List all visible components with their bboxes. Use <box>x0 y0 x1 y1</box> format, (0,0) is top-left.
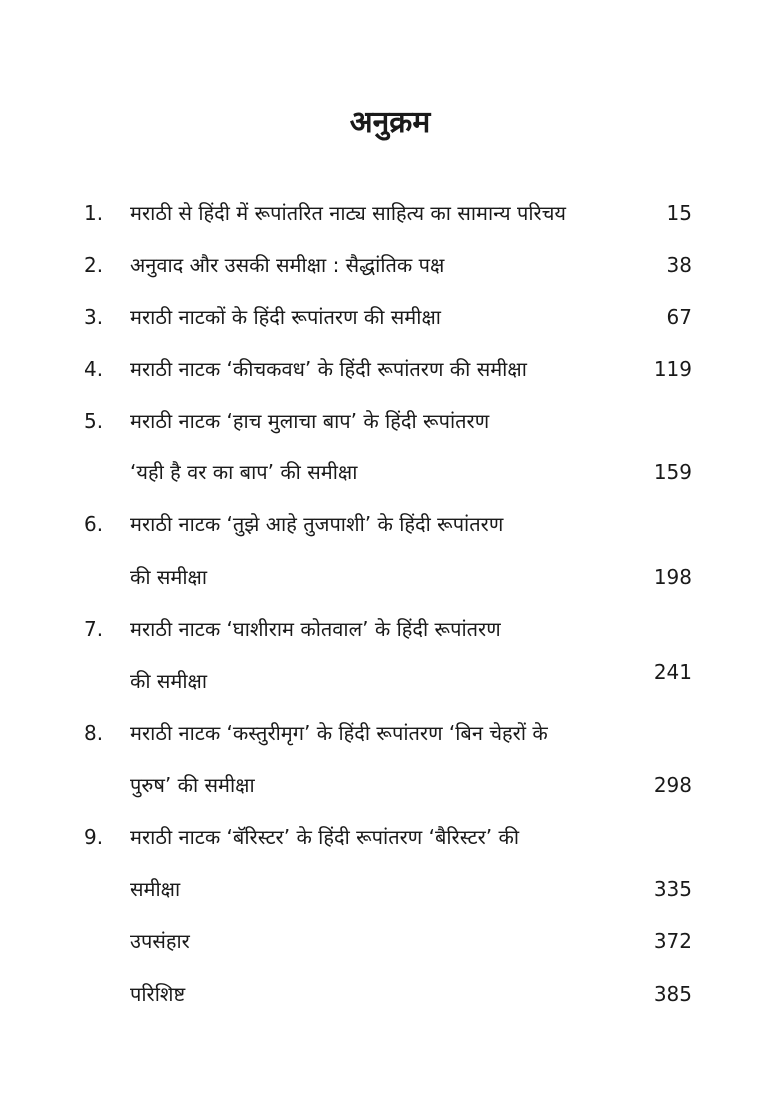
entry-number: 7. <box>84 617 104 641</box>
toc-entry-continued <box>0 562 780 592</box>
toc-entry <box>0 614 780 644</box>
toc-entry <box>0 822 780 852</box>
toc-entry <box>0 250 780 280</box>
entry-page: 15 <box>666 201 692 225</box>
entry-title: परिशिष्ट <box>130 982 186 1006</box>
entry-number: 8. <box>84 721 104 745</box>
entry-number: 5. <box>84 409 104 433</box>
entry-page: 198 <box>653 565 692 589</box>
toc-entry <box>0 979 780 1009</box>
entry-title: अनुवाद और उसकी समीक्षा : सैद्धांतिक पक्ष <box>130 253 445 277</box>
entry-number: 1. <box>84 201 104 225</box>
toc-entry <box>0 509 780 539</box>
entry-number: 9. <box>84 825 104 849</box>
entry-number: 6. <box>84 512 104 536</box>
entry-title: मराठी नाटक ‘हाच मुलाचा बाप’ के हिंदी रूपांतरण <box>130 409 490 433</box>
entry-title: ‘यही है वर का बाप’ की समीक्षा <box>130 460 358 484</box>
entry-title: पुरुष’ की समीक्षा <box>130 773 255 797</box>
toc-entry <box>0 406 780 436</box>
entry-title: उपसंहार <box>130 929 190 953</box>
entry-page: 159 <box>653 460 692 484</box>
entry-title: मराठी नाटक ‘तुझे आहे तुजपाशी’ के हिंदी रूपांतरण <box>130 512 504 536</box>
entry-page: 298 <box>653 773 692 797</box>
entry-number: 2. <box>84 253 104 277</box>
entry-page: 241 <box>653 660 692 684</box>
toc-entry-continued <box>0 874 780 904</box>
toc-entry-continued <box>0 457 780 487</box>
entry-page: 385 <box>653 982 692 1006</box>
entry-title: मराठी नाटकों के हिंदी रूपांतरण की समीक्षा <box>130 305 441 329</box>
entry-page: 335 <box>653 877 692 901</box>
entry-title: मराठी नाटक ‘बॅरिस्टर’ के हिंदी रूपांतरण ‘बैरिस्टर’ की <box>130 825 520 849</box>
entry-title: मराठी नाटक ‘कस्तुरीमृग’ के हिंदी रूपांतरण ‘बिन चेहरों के <box>130 721 548 745</box>
entry-number: 3. <box>84 305 104 329</box>
toc-entry <box>0 198 780 228</box>
entry-page: 67 <box>666 305 692 329</box>
toc-entry <box>0 354 780 384</box>
entry-page: 372 <box>653 929 692 953</box>
entry-title: समीक्षा <box>130 877 181 901</box>
page-title: अनुक्रम <box>349 105 431 140</box>
entry-title: मराठी से हिंदी में रूपांतरित नाट्य साहित्य का सामान्य परिचय <box>130 201 567 225</box>
entry-number: 4. <box>84 357 104 381</box>
entry-title: की समीक्षा <box>130 565 208 589</box>
toc-entry-continued <box>0 660 780 696</box>
entry-page: 119 <box>653 357 692 381</box>
toc-entry <box>0 718 780 748</box>
toc-entry <box>0 926 780 956</box>
entry-title: की समीक्षा <box>130 669 208 693</box>
toc-entry-continued <box>0 770 780 800</box>
entry-title: मराठी नाटक ‘कीचकवध’ के हिंदी रूपांतरण की समीक्षा <box>130 357 527 381</box>
toc-entry <box>0 302 780 332</box>
entry-page: 38 <box>666 253 692 277</box>
entry-title: मराठी नाटक ‘घाशीराम कोतवाल’ के हिंदी रूपांतरण <box>130 617 501 641</box>
